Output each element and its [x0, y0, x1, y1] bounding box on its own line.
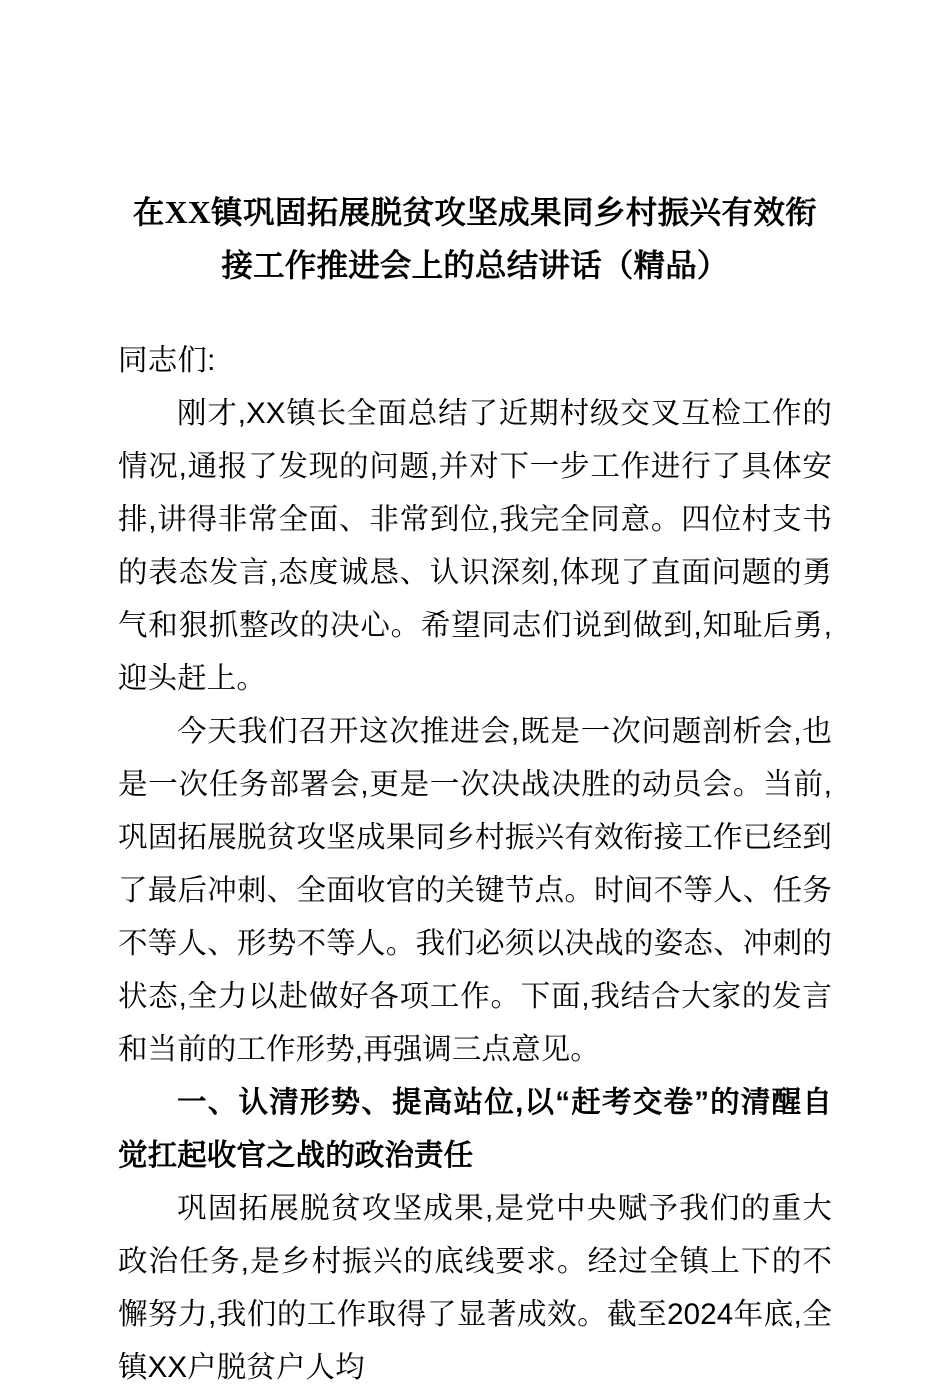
section-heading-1: 一、认清形势、提高站位,以“赶考交卷”的清醒自觉扛起收官之战的政治责任	[118, 1086, 832, 1172]
page-title-line-2: 接工作推进会上的总结讲话（精品）	[221, 248, 729, 283]
paragraph-2: 今天我们召开这次推进会,既是一次问题剖析会,也是一次任务部署会,更是一次决战决胜的动员会。当前,巩固拓展脱贫攻坚成果同乡村振兴有效衔接工作已经到了最后冲刺、全面收官的关键节点。时间不等人、任务不等人、形势不等人。我们必须以决战的姿态、冲刺的状态,全力以赴做好各项工作。下面,我结合大家的发言和当前的工作形势,再强调三点意见。	[118, 715, 832, 1066]
document-body	[118, 292, 832, 1394]
paragraph-3: 巩固拓展脱贫攻坚成果,是党中央赋予我们的重大政治任务,是乡村振兴的底线要求。经过全镇上下的不懈努力,我们的工作取得了显著成效。截至2024年底,全镇XX户脱贫户人均	[118, 1192, 832, 1384]
page-title-line-1: 在XX镇巩固拓展脱贫攻坚成果同乡村振兴有效衔	[132, 195, 818, 230]
salutation: 同志们:	[118, 344, 216, 377]
paragraph-1: 刚才,XX镇长全面总结了近期村级交叉互检工作的情况,通报了发现的问题,并对下一步工作进行了具体安排,讲得非常全面、非常到位,我完全同意。四位村支书的表态发言,态度诚恳、认识深刻,体现了直面问题的勇气和狠抓整改的决心。希望同志们说到做到,知耻后勇,迎头赶上。	[118, 397, 832, 695]
document-content-column	[118, 0, 832, 1394]
page-title	[118, 0, 832, 292]
